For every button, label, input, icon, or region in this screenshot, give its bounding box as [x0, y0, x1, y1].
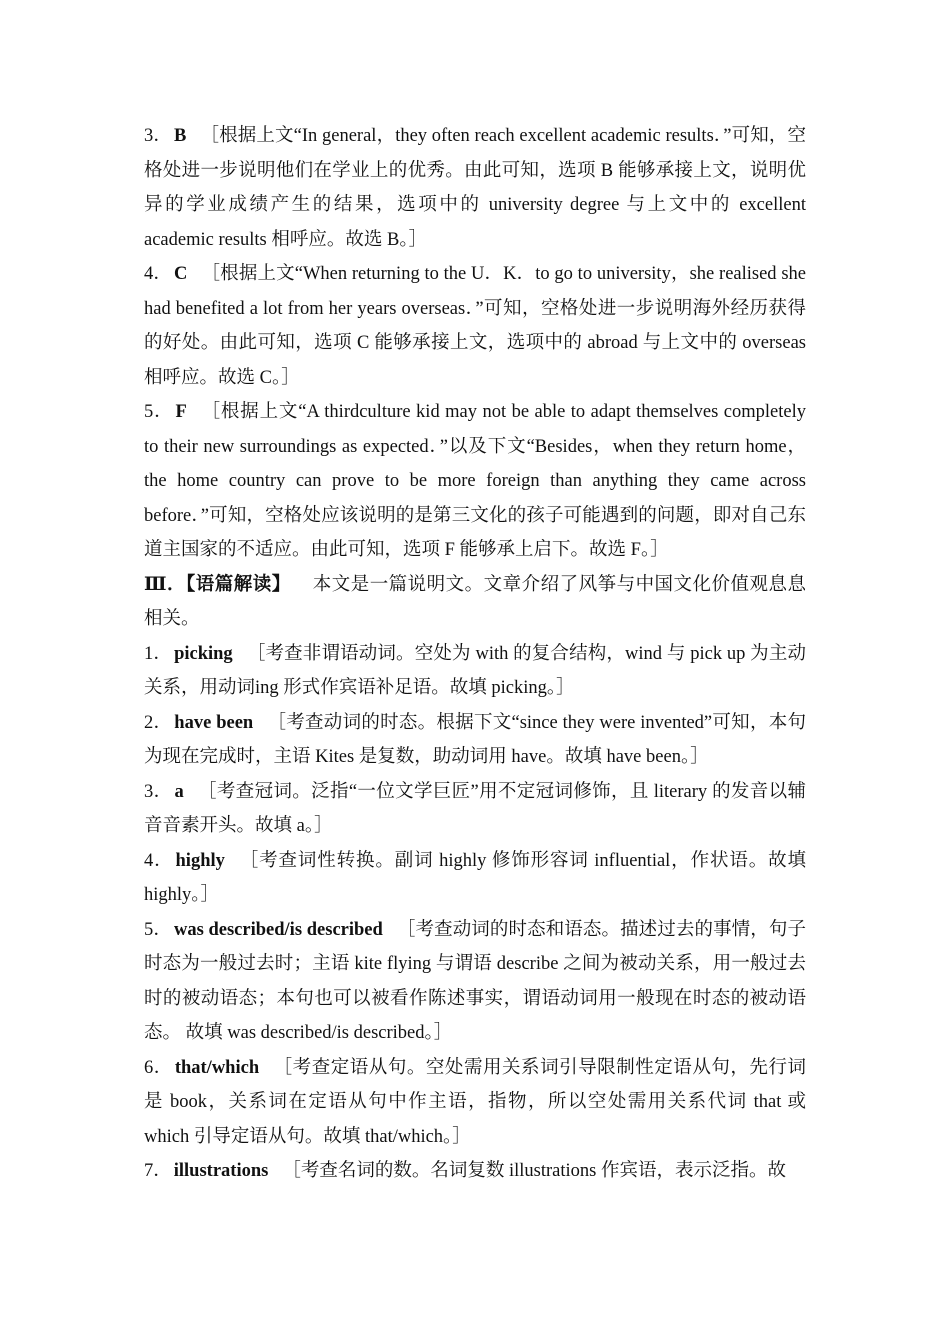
- item-explanation: ［考查词性转换。副词 highly 修饰形容词 influential，作状语。故填 highly。］: [144, 850, 806, 905]
- item-answer: highly: [175, 850, 225, 871]
- item-answer: have been: [174, 712, 254, 733]
- item-number: 5．: [144, 402, 174, 422]
- answer-entry-p3-4: [144, 844, 806, 913]
- item-explanation: ［考查非谓语动词。空处为 with 的复合结构，wind 与 pick up 为主动关系，用动词ing 形式作宾语补足语。故填 picking。］: [144, 643, 806, 698]
- section-3-summary: 本文是一篇说明文。文章介绍了风筝与中国文化价值观息息相关。: [144, 574, 806, 629]
- answer-entry-p3-6: [144, 1051, 806, 1155]
- item-explanation: ［考查名词的数。名词复数 illustrations 作宾语，表示泛指。故: [282, 1161, 786, 1181]
- section-3-intro: [144, 568, 806, 637]
- item-answer: F: [175, 402, 187, 422]
- item-number: 1．: [144, 643, 173, 664]
- item-explanation: ［根据上文“A thirdculture kid may not be able to adapt themselves completely to their new surroundings as expected．”以及下文“Besides，when they return home，the home country can prove to be more foreign than anything they came across before．”可知，空格处应该说明的是第三文化的孩子可能遇到的问题，即对自己东道主国家的不适应。由此可知，选项 F 能够承上启下。故选 F。］: [144, 402, 806, 560]
- item-number: 2．: [144, 712, 173, 733]
- answer-key-page: [144, 119, 806, 1189]
- item-answer: illustrations: [173, 1161, 269, 1181]
- item-explanation: ［考查定语从句。空处需用关系词引导限制性定语从句，先行词是 book，关系词在定语从句中作主语，指物，所以空处需用关系代词 that 或 which 引导定语从句。故填 that/which。］: [144, 1057, 806, 1147]
- item-explanation: ［考查动词的时态。根据下文“since they were invented”可知，本句为现在完成时，主语 Kites 是复数，助动词用 have。故填 have been。］: [144, 712, 806, 767]
- item-number: 4．: [144, 264, 173, 284]
- answer-entry-p3-7: [144, 1154, 806, 1189]
- item-number: 4．: [144, 850, 174, 871]
- item-answer: B: [174, 126, 187, 146]
- item-answer: was described/is described: [173, 919, 383, 940]
- item-explanation: ［考查动词的时态和语态。描述过去的事情，句子时态为一般过去时；主语 kite flying 与谓语 describe 之间为被动关系，用一般过去时的被动语态；本句也可以被看作陈述事实，谓语动词用一般现在时态的被动语态。 故填 was described/is described。］: [144, 919, 806, 1043]
- item-answer: picking: [174, 643, 233, 664]
- answer-entry-p3-5: [144, 913, 806, 1051]
- answer-entry-p2-3: [144, 119, 806, 257]
- answer-entry-p3-2: [144, 706, 806, 775]
- answer-entry-p3-3: [144, 775, 806, 844]
- item-number: 6．: [144, 1057, 173, 1078]
- item-explanation: ［根据上文“In general，they often reach excellent academic results．”可知，空格处进一步说明他们在学业上的优秀。由此可知，选项 B 能够承接上文，说明优异的学业成绩产生的结果，选项中的 university degree 与上文中的 excellent academic results 相呼应。故选 B。］: [144, 126, 806, 250]
- answer-entry-p3-1: [144, 637, 806, 706]
- item-explanation: ［根据上文“When returning to the U．K．to go to university，she realised she had benefited a lot from her years overseas．”可知，空格处进一步说明海外经历获得的好处。由此可知，选项 C 能够承接上文，选项中的 abroad 与上文中的 overseas 相呼应。故选 C。］: [144, 264, 806, 388]
- section-3-heading: Ⅲ．【语篇解读】: [144, 574, 291, 595]
- item-answer: C: [174, 264, 188, 284]
- item-number: 7．: [144, 1161, 172, 1181]
- item-answer: a: [174, 781, 184, 802]
- item-number: 3．: [144, 126, 173, 146]
- item-answer: that/which: [174, 1057, 260, 1078]
- item-explanation: ［考查冠词。泛指“一位文学巨匠”用不定冠词修饰，且 literary 的发音以辅音音素开头。故填 a。］: [144, 781, 806, 836]
- item-number: 5．: [144, 919, 172, 940]
- item-number: 3．: [144, 781, 173, 802]
- answer-entry-p2-5: [144, 395, 806, 568]
- answer-entry-p2-4: [144, 257, 806, 395]
